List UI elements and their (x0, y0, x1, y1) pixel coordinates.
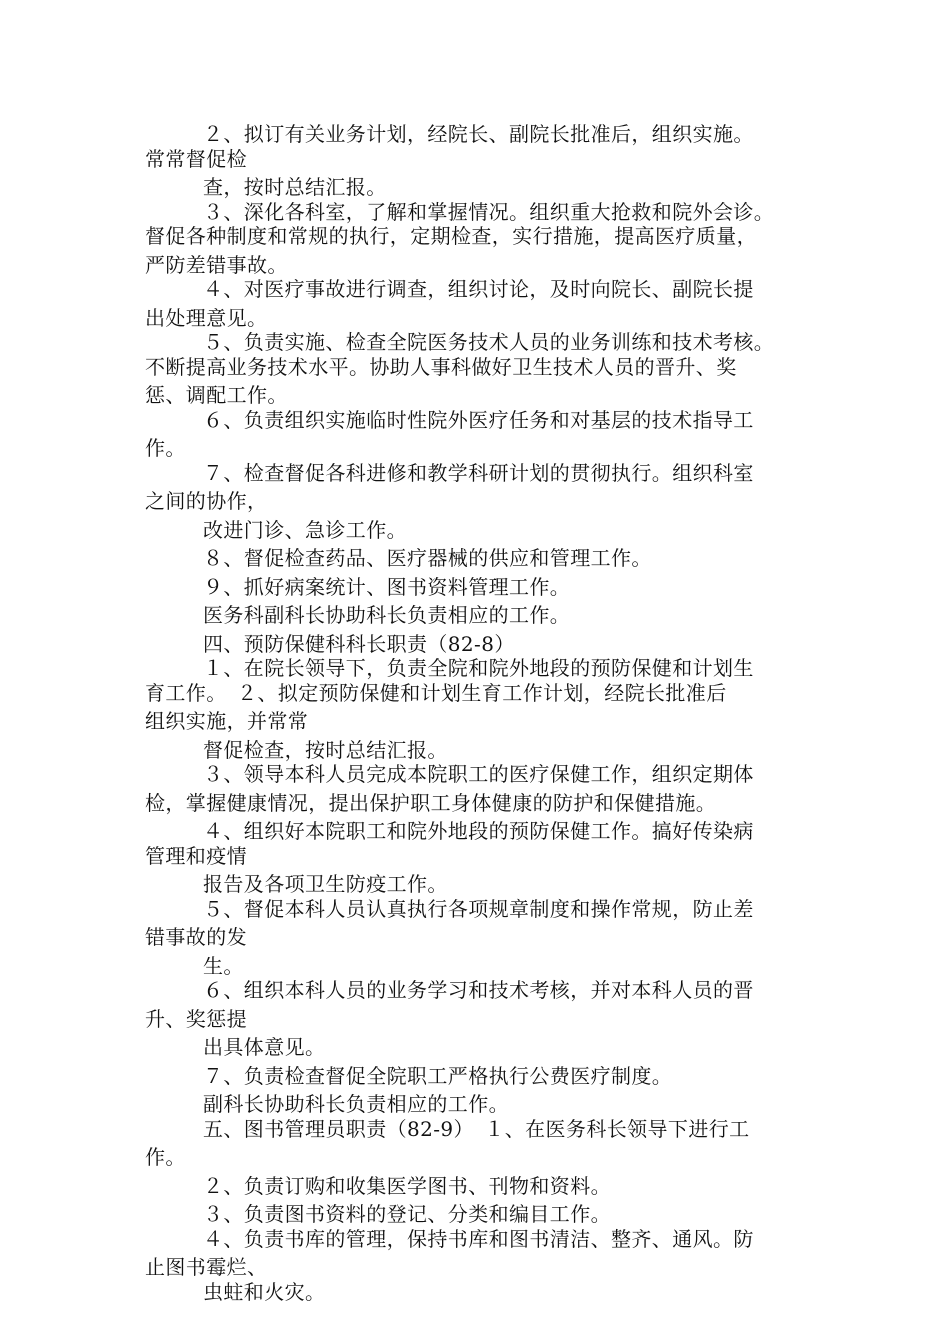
text-line: ４、组织好本院职工和院外地段的预防保健工作。搞好传染病 (203, 819, 754, 843)
text-line: 管理和疫情 (145, 843, 247, 868)
text-line: 改进门诊、急诊工作。 (203, 517, 407, 542)
text-line: 作。 (145, 1145, 186, 1169)
text-line: ３、领导本科人员完成本院职工的医疗保健工作，组织定期体 (203, 762, 754, 786)
text-line: ３、负责图书资料的登记、分类和编目工作。 (203, 1202, 611, 1226)
text-line: 育工作。 ２、拟定预防保健和计划生育工作计划，经院长批准后 (145, 680, 727, 705)
text-line: 出处理意见。 (145, 305, 268, 330)
text-line: 组织实施，并常常 (145, 709, 309, 733)
text-line: 之间的协作， (145, 489, 268, 513)
text-line: 升、奖惩提 (145, 1006, 247, 1031)
text-line: ４、负责书库的管理，保持书库和图书清洁、整齐、通风。防 (203, 1226, 754, 1251)
text-line: 惩、调配工作。 (145, 383, 288, 407)
text-line: ９、抓好病案统计、图书资料管理工作。 (203, 574, 571, 599)
text-line: 严防差错事故。 (145, 252, 288, 277)
text-line: 五、图书管理员职责（82-9） １、在医务科长领导下进行工 (203, 1116, 750, 1141)
text-line: 常常督促检 (145, 146, 247, 171)
text-line: ５、督促本科人员认真执行各项规章制度和操作常规，防止差 (203, 896, 754, 921)
text-line: ２、拟订有关业务计划，经院长、副院长批准后，组织实施。 (203, 122, 754, 146)
text-line: 督促检查，按时总结汇报。 (203, 737, 448, 762)
text-line: ７、负责检查督促全院职工严格执行公费医疗制度。 (203, 1063, 673, 1088)
text-line: 止图书霉烂、 (145, 1255, 268, 1279)
text-line: 不断提高业务技术水平。协助人事科做好卫生技术人员的晋升、奖 (145, 354, 737, 379)
text-line: 查，按时总结汇报。 (203, 175, 387, 199)
text-line: 四、预防保健科科长职责（82-8） (203, 631, 515, 656)
text-line: 出具体意见。 (203, 1035, 326, 1059)
text-line: 报告及各项卫生防疫工作。 (203, 872, 448, 896)
text-line: 生。 (203, 953, 244, 978)
text-line: ４、对医疗事故进行调查，组织讨论，及时向院长、副院长提 (203, 277, 754, 301)
text-line: ２、负责订购和收集医学图书、刊物和资料。 (203, 1173, 611, 1198)
text-line: 副科长协助科长负责相应的工作。 (203, 1092, 509, 1116)
text-line: 检，掌握健康情况，提出保护职工身体健康的防护和保健措施。 (145, 790, 717, 815)
document-body (145, 122, 815, 1304)
text-line: 错事故的发 (145, 925, 247, 949)
text-line: 督促各种制度和常规的执行，定期检查，实行措施，提高医疗质量， (145, 224, 757, 248)
text-line: ３、深化各科室，了解和掌握情况。组织重大抢救和院外会诊。 (203, 199, 775, 224)
text-line: ６、组织本科人员的业务学习和技术考核，并对本科人员的晋 (203, 978, 754, 1002)
text-line: 作。 (145, 436, 186, 460)
text-line: 医务科副科长协助科长负责相应的工作。 (203, 603, 571, 627)
text-line: １、在院长领导下，负责全院和院外地段的预防保健和计划生 (203, 656, 754, 680)
text-line: ６、负责组织实施临时性院外医疗任务和对基层的技术指导工 (203, 407, 754, 432)
text-line: ７、检查督促各科进修和教学科研计划的贯彻执行。组织科室 (203, 460, 754, 485)
text-line: ５、负责实施、检查全院医务技术人员的业务训练和技术考核。 (203, 330, 775, 354)
text-line: 虫蛀和火灾。 (203, 1279, 326, 1304)
text-line: ８、督促检查药品、医疗器械的供应和管理工作。 (203, 546, 652, 570)
